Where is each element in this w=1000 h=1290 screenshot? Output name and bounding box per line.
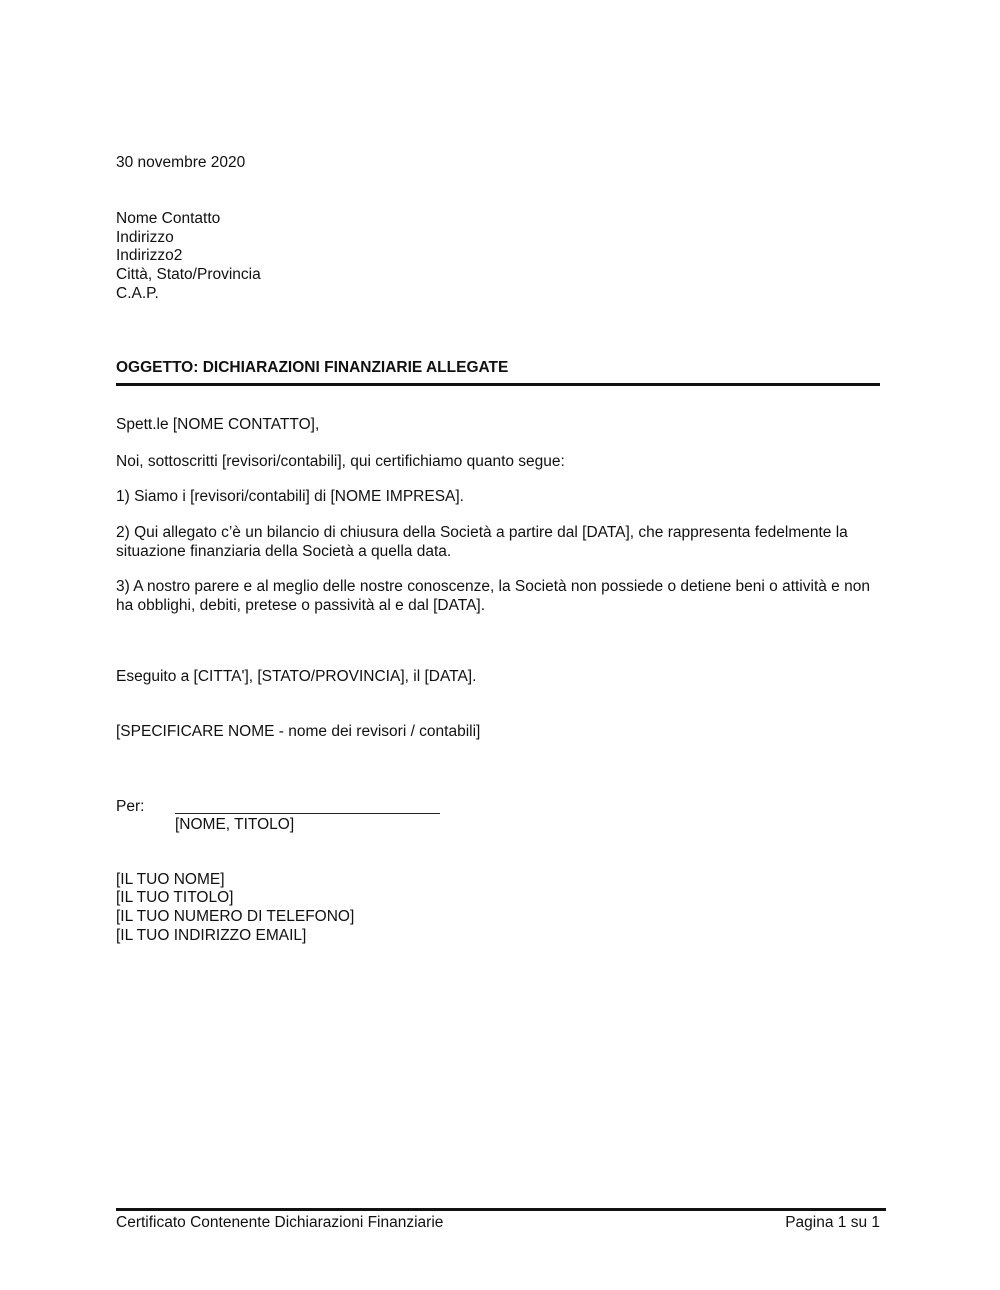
recipient-address2: Indirizzo2 bbox=[116, 247, 183, 264]
subject-line: OGGETTO: DICHIARAZIONI FINANZIARIE ALLEGATE bbox=[116, 359, 509, 376]
recipient-address1: Indirizzo bbox=[116, 229, 174, 246]
point-2: 2) Qui allegato c’è un bilancio di chiusura della Società a partire dal [DATA], che rappresenta fedelmente la situazione finanziaria della Società a quella data. bbox=[116, 524, 848, 560]
executed-line: Eseguito a [CITTA'], [STATO/PROVINCIA], il [DATA]. bbox=[116, 668, 477, 685]
signature-line bbox=[175, 813, 440, 814]
per-label: Per: bbox=[116, 798, 145, 815]
letter-date: 30 novembre 2020 bbox=[116, 154, 246, 171]
sender-name: [IL TUO NOME] bbox=[116, 871, 225, 888]
specify-name-line: [SPECIFICARE NOME - nome dei revisori / contabili] bbox=[116, 723, 481, 740]
footer-divider bbox=[116, 1208, 886, 1211]
sender-title: [IL TUO TITOLO] bbox=[116, 889, 234, 906]
recipient-zip: C.A.P. bbox=[116, 285, 159, 302]
point-1: 1) Siamo i [revisori/contabili] di [NOME IMPRESA]. bbox=[116, 488, 464, 505]
subject-divider bbox=[116, 383, 880, 386]
sender-email: [IL TUO INDIRIZZO EMAIL] bbox=[116, 927, 307, 944]
recipient-city-state: Città, Stato/Provincia bbox=[116, 266, 261, 283]
recipient-name: Nome Contatto bbox=[116, 210, 221, 227]
salutation: Spett.le [NOME CONTATTO], bbox=[116, 416, 320, 433]
signature-name-title: [NOME, TITOLO] bbox=[175, 816, 295, 833]
point-3: 3) A nostro parere e al meglio delle nostre conoscenze, la Società non possiede o detiene beni o attività e non ha obblighi, debiti, pretese o passività al e dal [DATA]. bbox=[116, 578, 870, 614]
footer-title: Certificato Contenente Dichiarazioni Finanziarie bbox=[116, 1214, 444, 1231]
footer-page-number: Pagina 1 su 1 bbox=[785, 1214, 880, 1231]
intro-paragraph: Noi, sottoscritti [revisori/contabili], qui certifichiamo quanto segue: bbox=[116, 453, 565, 470]
sender-phone: [IL TUO NUMERO DI TELEFONO] bbox=[116, 908, 355, 925]
